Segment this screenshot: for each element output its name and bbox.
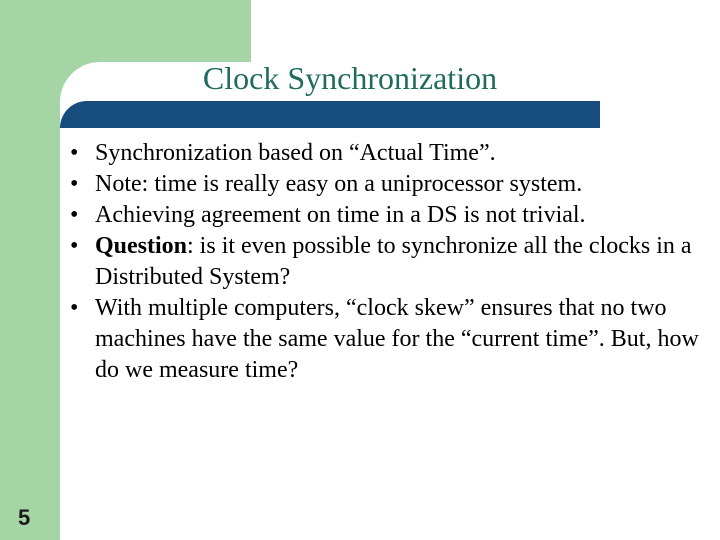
- bullet-icon: •: [70, 233, 79, 259]
- bullet-icon: •: [70, 140, 79, 166]
- bullet-item: [70, 231, 710, 293]
- bullet-icon: •: [70, 171, 79, 197]
- bullet-plain-text: Note: time is really easy on a uniprocessor system.: [95, 171, 583, 197]
- bullet-icon: •: [70, 295, 79, 321]
- bullet-item: [70, 138, 710, 169]
- slide-number: 5: [18, 505, 31, 530]
- bullet-text: [95, 202, 586, 228]
- bullet-icon: •: [70, 202, 79, 228]
- bullet-plain-text: With multiple computers, “clock skew” ensures that no two machines have the same value for the “current time”. But, how do we measure time?: [95, 295, 699, 383]
- bullet-list: [70, 138, 710, 386]
- bullet-bold-text: Question: [95, 233, 188, 259]
- bullet-plain-text: : is it even possible to synchronize all the clocks in a Distributed System?: [95, 233, 692, 290]
- bullet-item: [70, 293, 710, 386]
- bullet-plain-text: Achieving agreement on time in a DS is not trivial.: [95, 202, 586, 228]
- bullet-text: [95, 295, 699, 383]
- bullet-plain-text: Synchronization based on “Actual Time”.: [95, 140, 496, 166]
- bullet-item: [70, 169, 710, 200]
- title-underline-bar: [60, 101, 600, 128]
- sidebar-decoration: [0, 0, 60, 540]
- bullet-item: [70, 200, 710, 231]
- bullet-text: [95, 171, 582, 197]
- bullet-text: [95, 233, 692, 290]
- slide-title: Clock Synchronization: [202, 60, 498, 96]
- bullet-text: [95, 140, 496, 166]
